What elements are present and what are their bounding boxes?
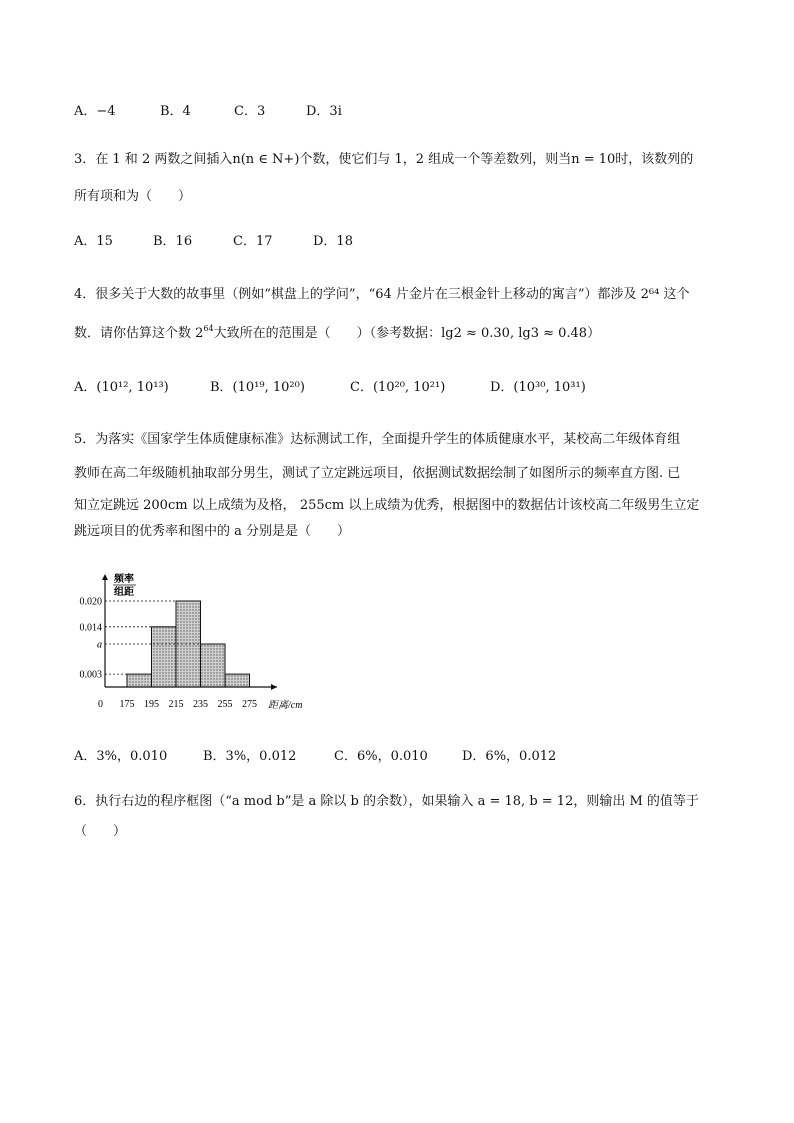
q4-options	[74, 378, 586, 398]
q3-stem-line-2: 所有项和为（ ）	[74, 189, 192, 204]
x-axis-arrow	[271, 684, 277, 690]
q6-stem-line-2: （ ）	[74, 824, 127, 839]
y-axis-arrow	[102, 574, 108, 580]
q2-option-d: D．3i	[306, 104, 342, 119]
q2-options	[74, 102, 342, 122]
q3-option-a: A．15	[74, 234, 113, 249]
q4-option-a: A．(10¹², 10¹³)	[74, 380, 169, 395]
y-tick-label: 0.003	[79, 669, 102, 681]
q5-stem-line-3: 知立定跳远 200cm 以上成绩为及格， 255cm 以上成绩为优秀，根据图中的数据估计该校高二年级男生立定	[74, 498, 700, 513]
q5-option-d: D．6%，0.012	[462, 749, 557, 764]
q5-stem-line-4: 跳远项目的优秀率和图中的 a 分别是是（ ）	[74, 524, 351, 539]
histogram-bar	[201, 644, 226, 687]
q4-option-b: B．(10¹⁹, 10²⁰)	[210, 380, 305, 395]
q3-stem-line-1: 3．在 1 和 2 两数之间插入n(n ∈ N+)个数，使它们与 1，2 组成一个等差数列，则当n = 10时，该数列的	[74, 152, 694, 167]
x-tick-label: 195	[144, 699, 159, 710]
histogram-bar	[127, 674, 152, 687]
x-axis-label: 距离/cm	[268, 700, 303, 711]
q5-stem-line-2: 教师在高二年级随机抽取部分男生，测试了立定跳远项目，依据测试数据绘制了如图所示的频率直方图. 已	[74, 466, 681, 481]
q3-option-b: B．16	[153, 234, 193, 249]
y-tick-label: 0.014	[79, 622, 102, 634]
histogram-bar	[176, 601, 201, 687]
x-tick-label: 235	[193, 699, 208, 710]
x-tick-label: 275	[242, 699, 257, 710]
histogram-bar	[152, 627, 177, 687]
q4-stem-line-2-post: 大致所在的范围是（ ）（参考数据：lg2 ≈ 0.30, lg3 ≈ 0.48）	[213, 326, 601, 341]
x-tick-label: 215	[168, 699, 184, 710]
q4-stem-line-2-pre: 数．请你估算这个数 2	[74, 326, 204, 341]
x-tick-label: 255	[217, 699, 233, 710]
histogram-bar	[225, 674, 250, 687]
q5-stem-line-1: 5．为落实《国家学生体质健康标准》达标测试工作，全面提升学生的体质健康水平，某校高二年级体育组	[74, 432, 681, 447]
q3-options	[74, 232, 353, 252]
y-axis-label-bottom: 组距	[114, 587, 134, 598]
q4-stem-line-2	[74, 324, 600, 344]
y-tick-label: 0.020	[79, 596, 102, 608]
q4-stem-line-1: 4．很多关于大数的故事里（例如“棋盘上的学问”，“64 片金片在三根金针上移动的寓言”）都涉及 2⁶⁴ 这个	[74, 287, 690, 302]
origin-label: 0	[98, 699, 103, 710]
q4-option-d: D．(10³⁰, 10³¹)	[490, 380, 586, 395]
q4-exponent: 64	[203, 324, 214, 333]
q3-option-d: D．18	[313, 234, 353, 249]
x-tick-label: 175	[119, 699, 135, 710]
q5-options	[74, 747, 556, 767]
y-tick-label: a	[97, 639, 102, 651]
q2-option-c: C．3	[234, 104, 266, 119]
q5-option-c: C．6%，0.010	[334, 749, 428, 764]
y-axis-label-top: 频率	[114, 574, 134, 585]
q5-option-a: A．3%，0.010	[74, 749, 168, 764]
q2-option-a: A．−4	[74, 104, 116, 119]
q3-option-c: C．17	[233, 234, 273, 249]
q2-option-b: B．4	[160, 104, 191, 119]
q6-stem-line-1: 6．执行右边的程序框图（“a mod b”是 a 除以 b 的余数），如果输入 a = 18, b = 12，则输出 M 的值等于	[74, 794, 699, 809]
frequency-histogram	[72, 570, 322, 716]
q5-option-b: B．3%，0.012	[203, 749, 297, 764]
q4-option-c: C．(10²⁰, 10²¹)	[350, 380, 446, 395]
